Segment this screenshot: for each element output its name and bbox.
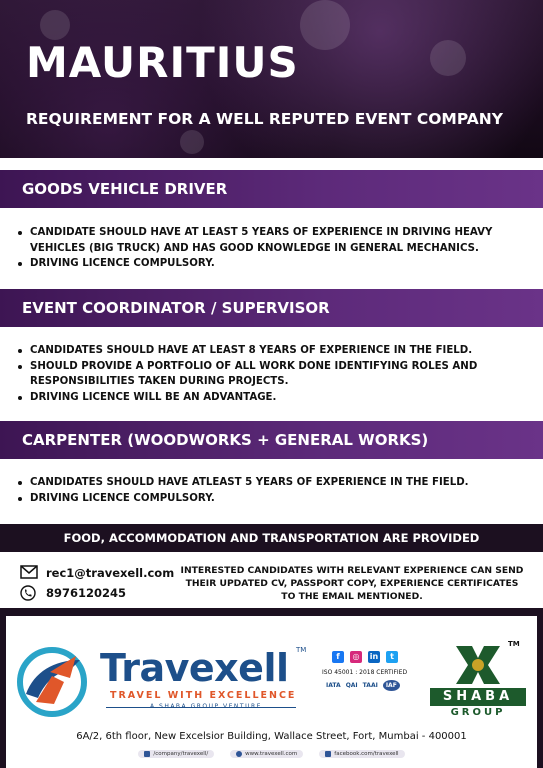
office-address: 6A/2, 6th floor, New Excelsior Building, Wallace Street, Fort, Mumbai - 400001 — [76, 731, 467, 742]
list-item: CANDIDATES SHOULD HAVE AT LEAST 8 YEARS OF EXPERIENCE IN THE FIELD. — [14, 343, 514, 359]
travexell-logo-icon — [14, 642, 94, 722]
link-label: facebook.com/travexell — [334, 751, 399, 757]
requirements-list — [14, 343, 514, 405]
section-title: CARPENTER (WOODWORKS + GENERAL WORKS) — [22, 431, 429, 449]
list-item: SHOULD PROVIDE A PORTFOLIO OF ALL WORK DONE IDENTIFYING ROLES AND RESPONSIBILITIES TAKEN DURING PROJECTS. — [14, 359, 514, 390]
list-item: DRIVING LICENCE COMPULSORY. — [14, 256, 514, 272]
list-item: CANDIDATES SHOULD HAVE ATLEAST 5 YEARS OF EXPERIENCE IN THE FIELD. — [14, 475, 514, 491]
twitter-icon[interactable]: t — [386, 651, 398, 663]
footer-card — [6, 616, 537, 768]
iso-certification: ISO 45001 : 2018 CERTIFIED — [322, 669, 408, 676]
qai-logo: QAI — [345, 682, 358, 689]
website-link[interactable] — [230, 750, 303, 758]
linkedin-link[interactable] — [138, 750, 214, 758]
instagram-icon[interactable]: ◎ — [350, 651, 362, 663]
requirements-list — [14, 225, 514, 272]
mail-icon — [20, 565, 38, 581]
shaba-wordmark: SHABA — [430, 688, 526, 706]
facebook-icon — [325, 751, 331, 757]
section-header-carpenter — [0, 421, 543, 459]
list-item: DRIVING LICENCE WILL BE AN ADVANTAGE. — [14, 390, 514, 406]
social-icons — [332, 651, 398, 663]
section-header-goods-vehicle-driver — [0, 170, 543, 208]
bokeh-light — [300, 0, 350, 50]
bokeh-light — [40, 10, 70, 40]
facebook-icon[interactable]: f — [332, 651, 344, 663]
iata-logo: IATA — [326, 682, 341, 689]
certification-logos — [326, 680, 400, 691]
page-title: MAURITIUS — [26, 38, 299, 87]
section-header-event-coordinator — [0, 289, 543, 327]
list-item: DRIVING LICENCE COMPULSORY. — [14, 491, 514, 507]
footer-links — [6, 750, 537, 758]
requirements-list — [14, 475, 514, 506]
linkedin-icon — [144, 751, 150, 757]
brand-name: Travexell — [100, 646, 289, 690]
phone-icon — [20, 585, 38, 601]
section-title: GOODS VEHICLE DRIVER — [22, 180, 228, 198]
taai-logo: TAAI — [362, 682, 378, 689]
email-address[interactable]: rec1@travexell.com — [46, 566, 175, 580]
iaf-logo: IAF — [383, 680, 400, 691]
brand-trademark: TM — [296, 646, 307, 654]
bokeh-light — [430, 40, 466, 76]
brand-venture: A SHABA GROUP VENTURE — [150, 703, 262, 710]
shaba-logo-icon — [452, 644, 504, 686]
shaba-trademark: TM — [508, 640, 520, 648]
phone-number[interactable]: 8976120245 — [46, 586, 127, 600]
hero-banner — [0, 0, 543, 158]
application-note: INTERESTED CANDIDATES WITH RELEVANT EXPERIENCE CAN SEND THEIR UPDATED CV, PASSPORT COPY, EXPERIENCE CERTIFICATES TO THE EMAIL MENTIONED. — [180, 565, 524, 602]
bokeh-light — [180, 130, 204, 154]
list-item: CANDIDATE SHOULD HAVE AT LEAST 5 YEARS OF EXPERIENCE IN DRIVING HEAVY VEHICLES (BIG TRUCK) AND HAS GOOD KNOWLEDGE IN GENERAL MECHANICS. — [14, 225, 514, 256]
contact-phone[interactable] — [20, 585, 126, 601]
linkedin-icon[interactable]: in — [369, 652, 379, 661]
section-title: EVENT COORDINATOR / SUPERVISOR — [22, 299, 330, 317]
link-label: www.travexell.com — [245, 751, 298, 757]
link-label: /company/travexell/ — [153, 751, 209, 757]
benefits-banner: FOOD, ACCOMMODATION AND TRANSPORTATION ARE PROVIDED — [0, 524, 543, 552]
page-subtitle: REQUIREMENT FOR A WELL REPUTED EVENT COMPANY — [26, 110, 503, 128]
contact-email[interactable] — [20, 565, 174, 581]
globe-icon — [236, 751, 242, 757]
facebook-link[interactable] — [319, 750, 404, 758]
footer — [0, 608, 543, 768]
shaba-group-label: GROUP — [450, 707, 506, 718]
brand-tagline: TRAVEL WITH EXCELLENCE — [110, 690, 297, 701]
